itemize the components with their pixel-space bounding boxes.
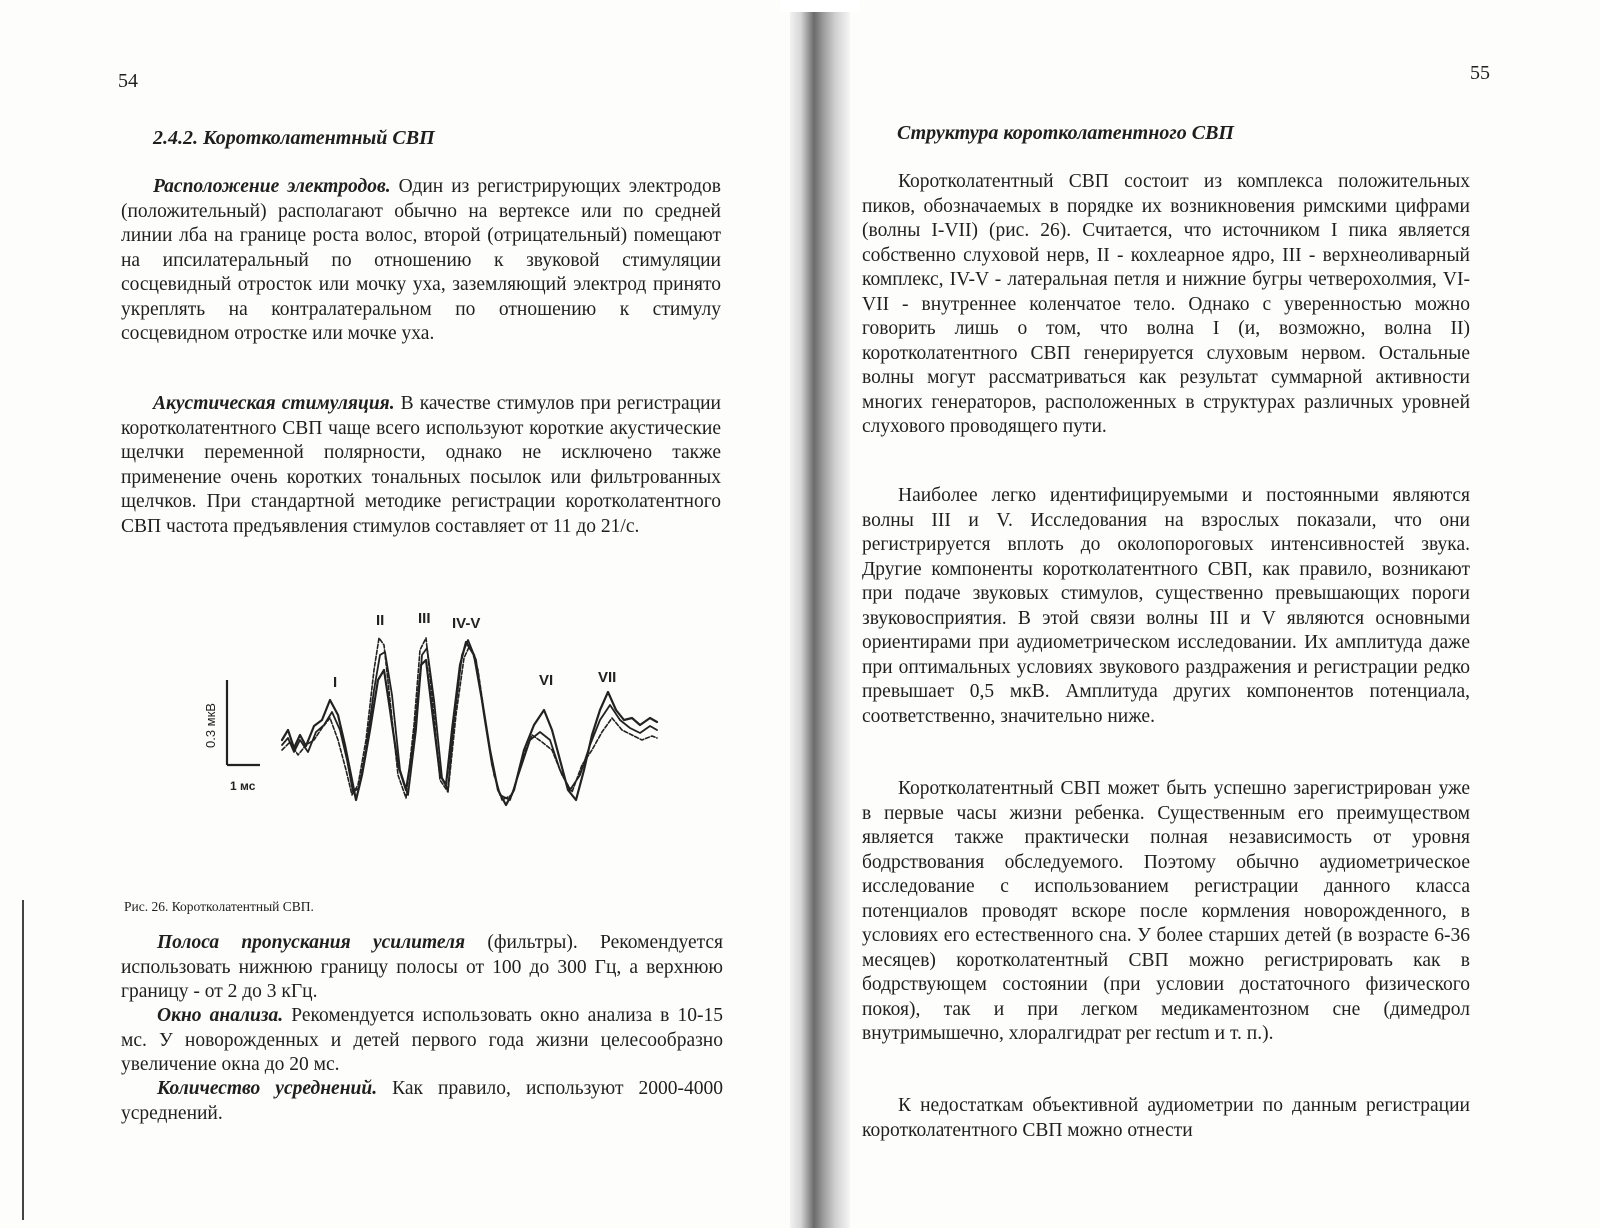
gutter-top-gap [780, 0, 860, 12]
paragraph-waves-III-V: Наиболее легко идентифицируемыми и постоянными являются волны III и V. Исследования на взрослых показали, что они регистрируется вплоть до околопороговых интенсивностей звука. Другие компоненты коротколатентного СВП, как правило, возникают при подаче звуковых стимулов, существенно превышающих пороги звуковосприятия. В этой связи волны III и V являются основными ориентирами при аудиометрическом исследовании. Их амплитуда даже при оптимальных условиях звукового раздражения и регистрации редко превышает 0,5 мкВ. Амплитуда других компонентов потенциала, соответственно, значительно ниже. [862, 485, 1470, 727]
paragraph-structure: Коротколатентный СВП состоит из комплекса положительных пиков, обозначаемых в порядке их возникновения римскими цифрами (волны I-VII) (рис. 26). Считается, что источником I пика является собственно слуховой нерв, II - кохлеарное ядро, III - верхнеоливарный комплекс, IV-V - латеральная петля и нижние бугры четверохолмия, VI-VII - внутреннее коленчатое тело. Однако с уверенностью можно говорить лишь о том, что волна I (и, возможно, волна II) коротколатентного СВП генерируется слуховым нервом. Остальные волны могут рассматриваться как результат суммарной активности многих генераторов, расположенных в структурах различных уровней слухового проводящего пути. [862, 171, 1470, 437]
wave-label-II: II [376, 612, 385, 629]
section-heading-left: 2.4.2. Коротколатентный СВП [153, 127, 435, 149]
page-number-left: 54 [118, 70, 138, 92]
scale-label-horizontal: 1 мс [230, 779, 256, 793]
text-averages: Как правило, используют 2000-4000 усреднений. [121, 1078, 723, 1124]
wave-label-IV-V: IV-V [452, 615, 481, 632]
wave-label-I: I [333, 674, 338, 691]
paragraph-drawbacks: К недостаткам объективной аудиометрии по данным регистрации коротколатентного СВП можно отнести [862, 1095, 1470, 1141]
paragraph-filters [121, 931, 723, 1005]
page-number-right: 55 [1470, 62, 1490, 84]
wave-label-VII: VII [598, 669, 617, 686]
lead-filters: Полоса пропускания усилителя [157, 932, 466, 953]
lead-acoustic: Акустическая стимуляция. [153, 393, 395, 414]
lead-averages: Количество усреднений. [157, 1078, 378, 1099]
section-heading-right: Структура коротколатентного СВП [897, 122, 1234, 144]
figure-26-waveform [190, 600, 680, 860]
paragraph-electrodes [121, 175, 721, 347]
wave-label-VI: VI [539, 672, 554, 689]
wave-label-III: III [418, 610, 431, 627]
lead-analysis-window: Окно анализа. [157, 1005, 284, 1026]
paragraph-analysis-window [121, 1004, 723, 1078]
book-gutter-shadow [790, 10, 850, 1228]
text-acoustic: В качестве стимулов при регистрации коротколатентного СВП чаще всего используют короткие акустические щелчки переменной полярности, однако не исключено также применение очень коротких тональных посылок или фильтрованных щелчков. При стандартной методике регистрации коротколатентного СВП частота предъявления стимулов составляет от 11 до 21/с. [121, 393, 721, 537]
text-electrodes: Один из регистрирующих электродов (положительный) располагают обычно на вертексе или по средней линии лба на границе роста волос, второй (отрицательный) помещают на ипсилатеральный по отношению к звуковой стимуляции сосцевидный отросток или мочку уха, заземляющий электрод принято укреплять на контралатеральном по отношению к стимулу сосцевидном отростке или мочке уха. [121, 176, 721, 344]
paragraph-newborns: Коротколатентный СВП может быть успешно зарегистрирован уже в первые часы жизни ребенка. Существенным его преимуществом является также практически полная независимость от уровня бодрствования обследуемого. Поэтому обычно аудиометрическое исследование с использованием регистрации данного класса потенциалов проводят вскоре после кормления новорожденного, в условиях его естественного сна. У более старших детей (в возрасте 6-36 месяцев) коротколатентный СВП можно регистрировать как в бодрствующем состоянии (при условии достаточного физического покоя), так и при легком медикаментозном сне (димедрол внутримышечно, хлоралгидрат per rectum и т. п.). [862, 778, 1470, 1044]
figure-caption: Рис. 26. Коротколатентный СВП. [124, 899, 314, 914]
page-edge-line [22, 900, 24, 1220]
paragraph-averages [121, 1077, 723, 1126]
right-page [800, 0, 1600, 1228]
trace-1 [282, 642, 657, 805]
text-analysis-window: Рекомендуется использовать окно анализа в 10-15 мс. У новорожденных и детей первого года жизни целесообразно увеличение окна до 20 мс. [121, 1005, 724, 1075]
scale-label-vertical: 0.3 мкВ [203, 703, 218, 748]
lead-electrodes: Расположение электродов. [153, 176, 391, 197]
text-filters: (фильтры). Рекомендуется использовать нижнюю границу полосы от 100 до 300 Гц, а верхнюю границу - от 2 до 3 кГц. [121, 932, 724, 1002]
paragraph-acoustic-stimulation [121, 392, 721, 539]
